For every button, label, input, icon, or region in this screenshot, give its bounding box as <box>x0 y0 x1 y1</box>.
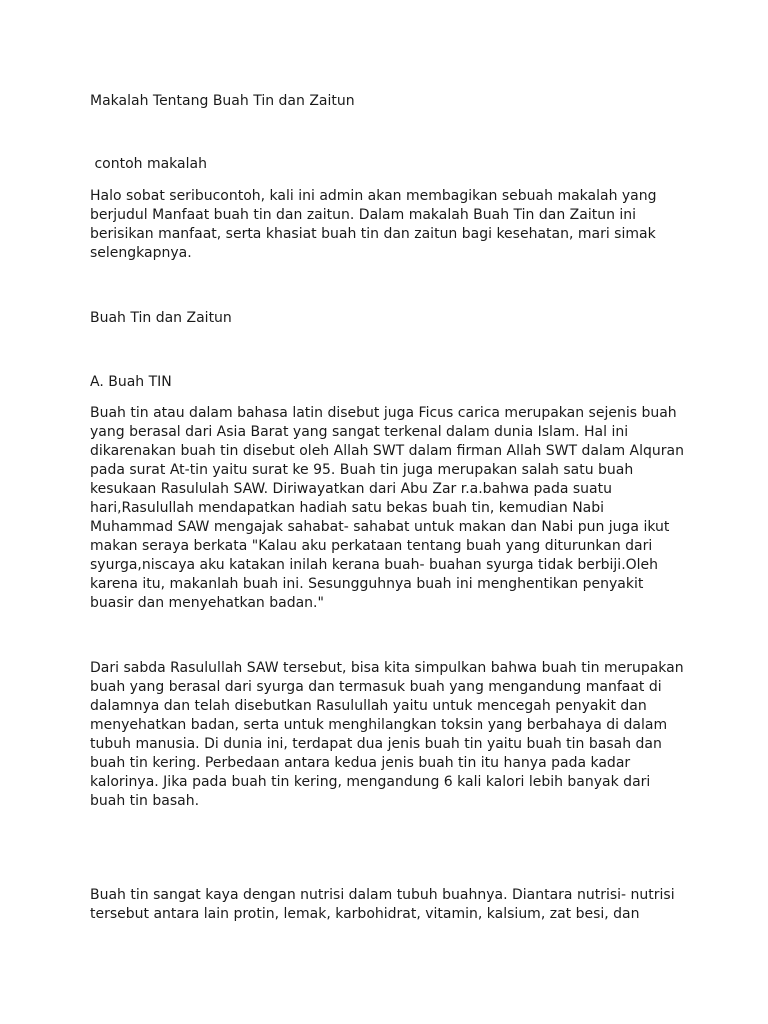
body-paragraph-2: Dari sabda Rasulullah SAW tersebut, bisa kita simpulkan bahwa buah tin merupakan buah yang berasal dari syurga dan termasuk buah yang mengandung manfaat di dalamnya dan telah disebutkan Rasulullah yaitu untuk mencegah penyakit dan menyehatkan badan, serta untuk menghilangkan toksin yang berbahaya di dalam tubuh manusia. Di dunia ini, terdapat dua jenis buah tin yaitu buah tin basah dan buah tin kering. Perbedaan antara kedua jenis buah tin itu hanya pada kadar kalorinya. Jika pada buah tin kering, mengandung 6 kali kalori lebih banyak dari buah tin basah. <box>90 660 684 809</box>
section-heading: Buah Tin dan Zaitun <box>90 310 232 326</box>
body-paragraph-1: Buah tin atau dalam bahasa latin disebut juga Ficus carica merupakan sejenis buah yang berasal dari Asia Barat yang sangat terkenal dalam dunia Islam. Hal ini dikarenakan buah tin disebut oleh Allah SWT dalam firman Allah SWT dalam Alquran pada surat At-tin yaitu surat ke 95. Buah tin juga merupakan salah satu buah kesukaan Rasululah SAW. Diriwayatkan dari Abu Zar r.a.bahwa pada suatu hari,Rasulullah mendapatkan hadiah satu bekas buah tin, kemudian Nabi Muhammad SAW mengajak sahabat- sahabat untuk makan dan Nabi pun juga ikut makan seraya berkata "Kalau aku perkataan tentang buah yang diturunkan dari syurga,niscaya aku katakan inilah kerana buah- buahan syurga tidak berbiji.Oleh karena itu, makanlah buah ini. Sesungguhnya buah ini menghentikan penyakit buasir dan menyehatkan badan." <box>90 405 684 611</box>
subsection-heading: A. Buah TIN <box>90 374 172 390</box>
document-title: Makalah Tentang Buah Tin dan Zaitun <box>90 93 355 109</box>
tag-line: contoh makalah <box>90 156 207 172</box>
body-paragraph-3: Buah tin sangat kaya dengan nutrisi dalam tubuh buahnya. Diantara nutrisi- nutrisi tersebut antara lain protin, lemak, karbohidrat, vitamin, kalsium, zat besi, dan <box>90 887 675 922</box>
intro-paragraph: Halo sobat seribucontoh, kali ini admin akan membagikan sebuah makalah yang berjudul Manfaat buah tin dan zaitun. Dalam makalah Buah Tin dan Zaitun ini berisikan manfaat, serta khasiat buah tin dan zaitun bagi kesehatan, mari simak selengkapnya. <box>90 188 657 261</box>
